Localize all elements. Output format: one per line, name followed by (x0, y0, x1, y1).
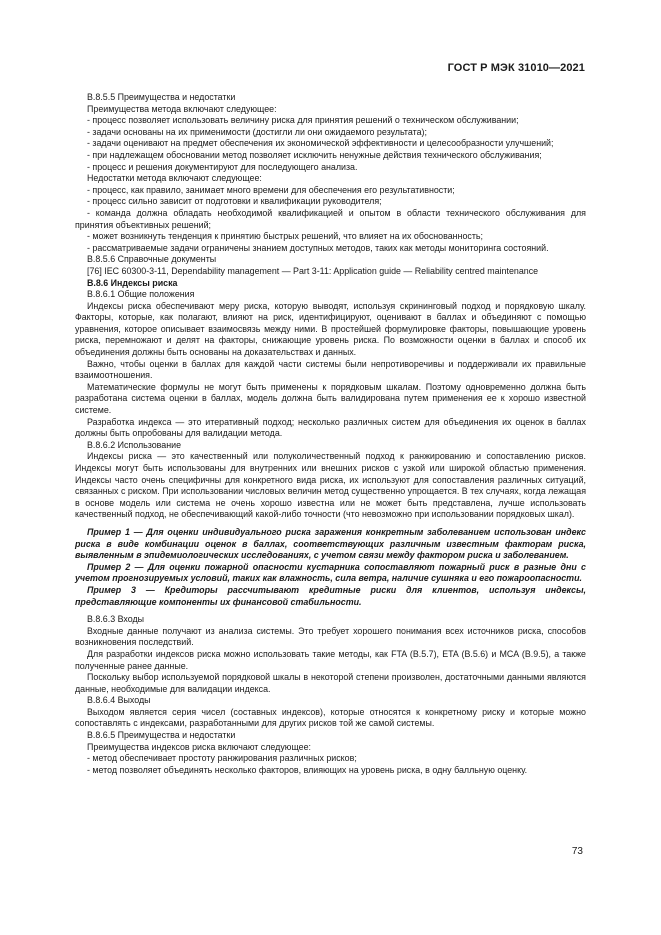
paragraph: Математические формулы не могут быть применены к порядковым шкалам. Поэтому одновременно должна быть разработана система оценки в баллах, модель должна быть валидирована путем применения ее к хорошо известной системе. (75, 381, 586, 416)
paragraph: В.8.6.2 Использование (87, 439, 182, 450)
paragraph: - при надлежащем обосновании метод позволяет исключить ненужные действия технического обслуживания; (87, 149, 542, 160)
paragraph: Важно, чтобы оценки в баллах для каждой части системы были непротиворечивы и поддерживали их правильные взаимоотношения. (75, 358, 586, 381)
paragraph: - задачи основаны на их применимости (достигли ли они ожидаемого результата); (87, 126, 427, 137)
paragraph: [76] IEC 60300-3-11, Dependability management — Part 3-11: Application guide — Reliability centred maintenance (87, 265, 539, 276)
paragraph: В.8.5.5 Преимущества и недостатки (87, 92, 236, 102)
example-paragraph: Пример 1 — Для оценки индивидуального риска заражения конкретным заболеванием использован индекс риска в виде комбинации оценок в баллах, соответствующих различным известным факторам риска, выявленным в эпидемиологических исследованиях, с учетом связи между фактором риска и заболеванием. (75, 526, 586, 561)
paragraph: Индексы риска — это качественный или полуколичественный подход к ранжированию и сопоставлению рисков. Индексы могут быть использованы для внутренних или внешних рисков с узкой или широкой областью применения. Индексы часто очень специфичны для конкретного вида риска, их используют для сопоставления различных ситуаций, связанных с риском. При использовании числовых величин метод существенно упрощается. В тех случаях, когда лежащая в основе модель или система не очень хорошо известна или не может быть представлена, лучше использовать качественный подход, не обеспечивающий какой-либо точности (что невозможно при использовании порядковых шкал). (75, 451, 586, 520)
paragraph: - процесс, как правило, занимает много времени для обеспечения его результативности; (87, 184, 455, 195)
paragraph: - задачи оценивают на предмет обеспечения их экономической эффективности и целесообразности улучшений; (87, 138, 554, 149)
page-body (75, 92, 586, 776)
paragraph: В.8.6.5 Преимущества и недостатки (87, 730, 236, 741)
paragraph: Выходом является серия чисел (составных индексов), которые относятся к конкретному риску и которые можно сопоставлять с индексами, разработанными для других рисков той же самой системы. (75, 706, 586, 729)
document-header: ГОСТ Р МЭК 31010—2021 (447, 62, 585, 74)
paragraph: Недостатки метода включают следующее: (87, 173, 262, 184)
paragraph: - процесс позволяет использовать величину риска для принятия решений о техническом обслуживании; (87, 115, 519, 126)
paragraph: В.8.5.6 Справочные документы (87, 254, 217, 265)
paragraph: Для разработки индексов риска можно использовать такие методы, как FTA (В.5.7), ETA (В.5.6) и MCA (В.9.5), а также полученные ранее данные. (75, 648, 586, 671)
page-number: 73 (571, 846, 583, 857)
paragraph: - процесс и решения документируют для последующего анализа. (87, 161, 358, 172)
paragraph: В.8.6.1 Общие положения (87, 289, 195, 300)
paragraph: В.8.6.3 Входы (87, 614, 145, 625)
paragraph: Поскольку выбор используемой порядковой шкалы в некоторой степени произволен, достаточными данными являются данные, необходимые для валидации индекса. (75, 672, 586, 694)
paragraph: В.8.6.4 Выходы (87, 695, 151, 706)
example-paragraph: Пример 2 — Для оценки пожарной опасности кустарника сопоставляют пожарный риск в разные дни с учетом прогнозируемых условий, таких как влажность, сила ветра, наличие сушняка и его пожароопасности. (75, 561, 586, 584)
paragraph: - может возникнуть тенденция к принятию быстрых решений, что влияет на их обоснованность; (87, 231, 483, 242)
paragraph: Разработка индекса — это итеративный подход; несколько различных систем для объединения их оценок в баллах должны быть опробованы для валидации метода. (75, 416, 586, 439)
paragraph: Преимущества индексов риска включают следующее: (87, 741, 311, 752)
paragraph: - процесс сильно зависит от подготовки и квалификации руководителя; (87, 196, 382, 207)
paragraph: - команда должна обладать необходимой квалификацией и опытом в области технического обслуживания для принятия объективных решений; (75, 207, 586, 230)
paragraph: - метод позволяет объединять несколько факторов, влияющих на уровень риска, в одну балльную оценку. (87, 764, 528, 775)
paragraph: - метод обеспечивает простоту ранжирования различных рисков; (87, 753, 357, 764)
paragraph: Индексы риска обеспечивают меру риска, которую выводят, используя скрининговый подход и порядковую шкалу. Факторы, которые, как полагают, влияют на риск, идентифицируют, оценивают в баллах и объединяют с помощью уравнения, которое описывает взаимосвязь между ними. В простейшей формулировке факторы, повышающие уровень риска, перемножают и делят на факторы, снижающие уровень риска. По возможности оценки в баллах и способ их объединения должны быть основаны на доказательствах и данных. (75, 300, 586, 358)
paragraph: - рассматриваемые задачи ограничены знанием доступных методов, таких как методы мониторинга состояний. (87, 242, 549, 253)
paragraph: Преимущества метода включают следующее: (87, 103, 277, 114)
section-heading: В.8.6 Индексы риска (87, 277, 178, 288)
example-paragraph: Пример 3 — Кредиторы рассчитывают кредитные риски для клиентов, используя индексы, представляющие компоненты их финансовой стабильности. (75, 584, 586, 607)
paragraph: Входные данные получают из анализа системы. Это требует хорошего понимания всех источников риска, способов возникновения последствий. (75, 625, 586, 648)
